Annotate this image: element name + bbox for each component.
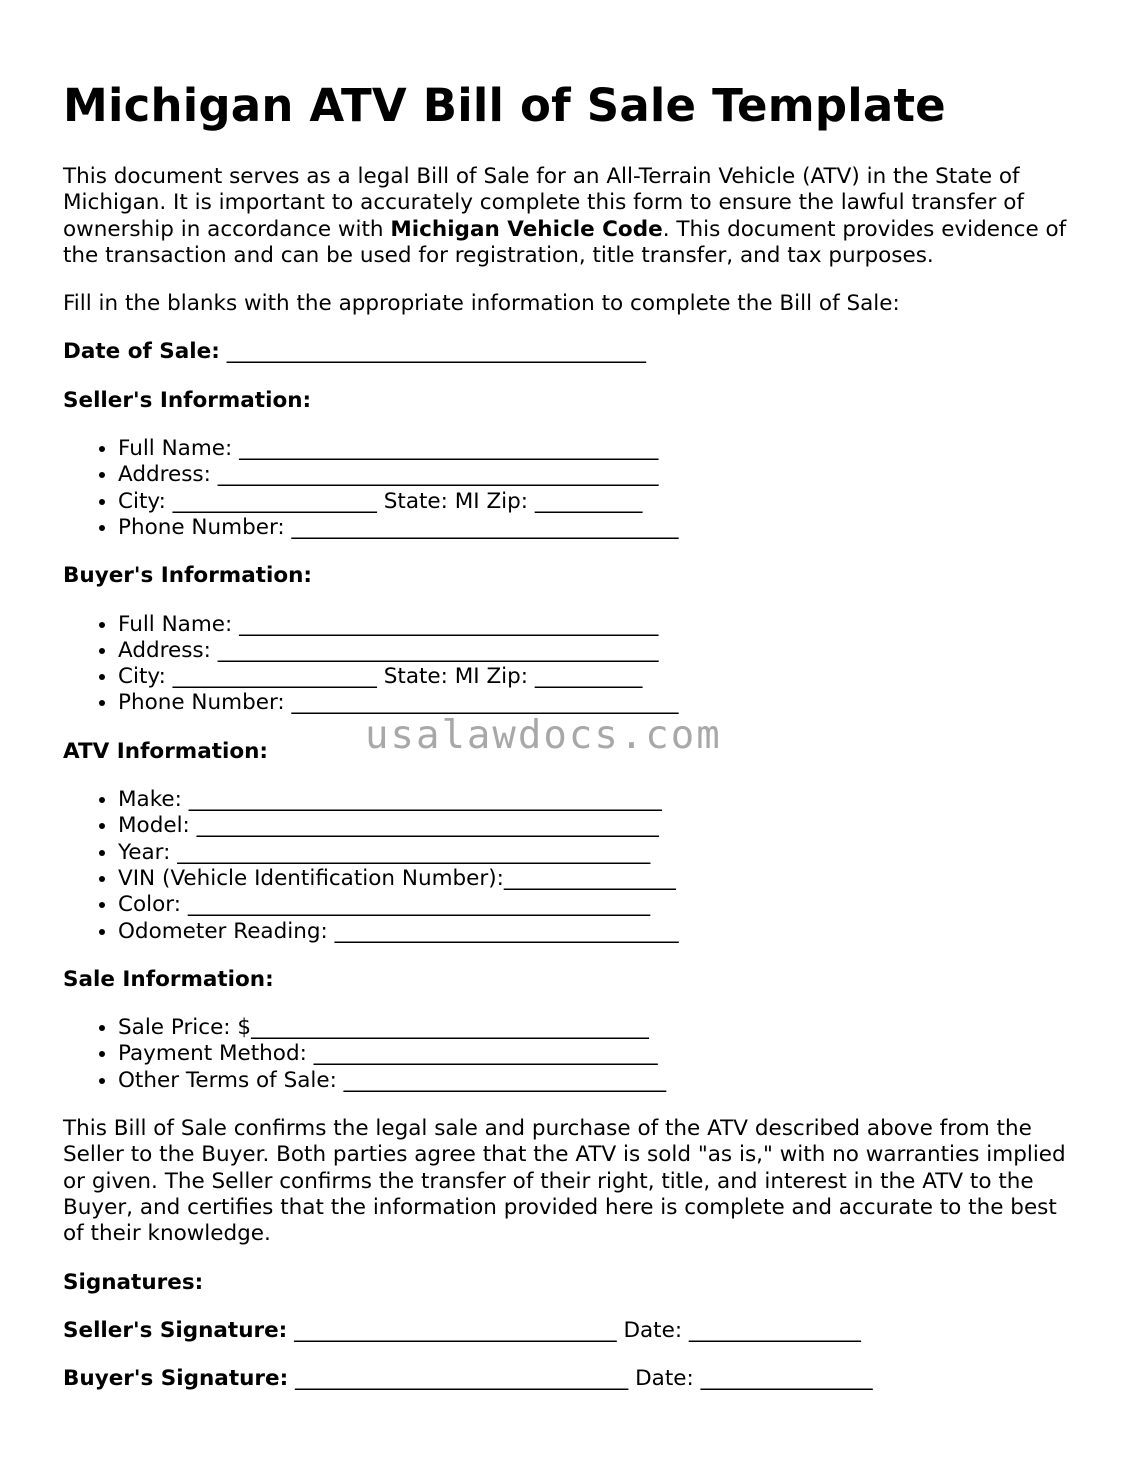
watermark: usalawdocs.com: [365, 713, 722, 758]
buyer-full-name-field[interactable]: • Full Name: _______________________________________: [118, 612, 1073, 638]
signatures-heading: Signatures:: [63, 1269, 204, 1295]
sale-price-field[interactable]: • Sale Price: $_____________________________________: [118, 1015, 1073, 1041]
atv-odometer-field[interactable]: • Odometer Reading: ________________________________: [118, 919, 1073, 945]
date-of-sale-field[interactable]: [63, 339, 1073, 365]
seller-signature-label: Seller's Signature:: [63, 1317, 288, 1343]
buyer-signature-field[interactable]: [63, 1366, 1073, 1392]
atv-color-field[interactable]: • Color: ___________________________________________: [118, 892, 1073, 918]
buyer-signature-label: Buyer's Signature:: [63, 1366, 289, 1392]
atv-vin-field[interactable]: • VIN (Vehicle Identification Number):________________: [118, 866, 1073, 892]
atv-model-field[interactable]: • Model: ___________________________________________: [118, 813, 1073, 839]
seller-signature-field[interactable]: [63, 1318, 1073, 1344]
buyer-signature-blank[interactable]: _______________________________ Date: ________________: [288, 1366, 873, 1392]
seller-phone-field[interactable]: • Phone Number: ____________________________________: [118, 515, 1073, 541]
seller-list: [63, 436, 1073, 541]
closing-paragraph: This Bill of Sale confirms the legal sale and purchase of the ATV described above from the Seller to the Buyer. Both parties agree that the ATV is sold "as is," with no warranties implied or given. The Seller confirms the transfer of their right, title, and interest in the ATV to the Buyer, and certifies that the information provided here is complete and accurate to the best of their knowledge.: [63, 1116, 1066, 1247]
seller-full-name-field[interactable]: • Full Name: _______________________________________: [118, 436, 1073, 462]
intro-text-1: This document serves as a legal Bill of Sale for an All-Terrain Vehicle (ATV) in the State of Michigan. It is important to accurately complete this form to ensure the lawful transfer of ownership in accordance with: [63, 164, 1024, 242]
fill-instruction: Fill in the blanks with the appropriate information to complete the Bill of Sale:: [63, 291, 900, 317]
payment-method-field[interactable]: • Payment Method: ________________________________: [118, 1041, 1073, 1067]
atv-year-field[interactable]: • Year: ____________________________________________: [118, 840, 1073, 866]
page-title: Michigan ATV Bill of Sale Template: [63, 79, 946, 132]
date-of-sale-blank[interactable]: _______________________________________: [219, 339, 646, 365]
seller-signature-blank[interactable]: ______________________________ Date: ________________: [287, 1317, 861, 1343]
sale-heading: Sale Information:: [63, 966, 274, 992]
buyer-list: [63, 612, 1073, 717]
buyer-phone-field[interactable]: • Phone Number: ____________________________________: [118, 690, 1073, 716]
atv-heading: ATV Information:: [63, 738, 269, 764]
buyer-city-state-zip-field[interactable]: • City: ___________________ State: MI Zip: __________: [118, 664, 1073, 690]
atv-make-field[interactable]: • Make: ____________________________________________: [118, 787, 1073, 813]
atv-list: [63, 787, 1073, 945]
intro-bold-code: Michigan Vehicle Code: [390, 216, 663, 242]
seller-heading: Seller's Information:: [63, 387, 312, 413]
buyer-heading: Buyer's Information:: [63, 563, 313, 589]
intro-text-2: . This document provides evidence of the transaction and can be used for registration, title transfer, and tax purposes.: [63, 216, 1067, 268]
seller-address-field[interactable]: • Address: _________________________________________: [118, 462, 1073, 488]
sale-list: [63, 1015, 1073, 1094]
intro-paragraph: [63, 164, 1073, 269]
buyer-address-field[interactable]: • Address: _________________________________________: [118, 638, 1073, 664]
seller-city-state-zip-field[interactable]: • City: ___________________ State: MI Zip: __________: [118, 489, 1073, 515]
date-of-sale-label: Date of Sale:: [63, 339, 220, 365]
other-terms-field[interactable]: • Other Terms of Sale: ______________________________: [118, 1068, 1073, 1094]
